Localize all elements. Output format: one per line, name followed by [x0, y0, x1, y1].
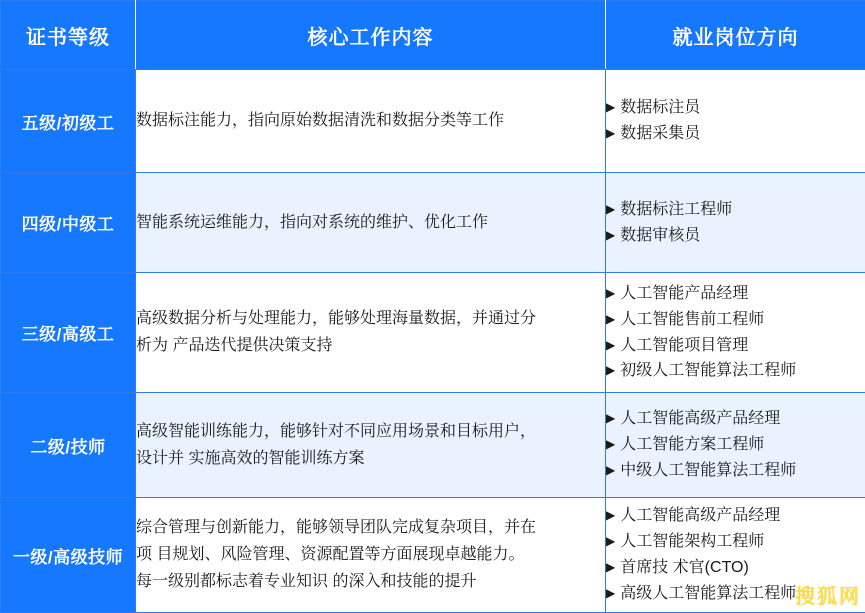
content-line: 数据标注能力，指向原始数据清洗和数据分类等工作 — [136, 108, 605, 134]
triangle-bullet-icon: ▶ — [606, 339, 615, 351]
cell-jobs — [606, 70, 865, 173]
table-header-row — [1, 1, 865, 70]
triangle-bullet-icon: ▶ — [606, 535, 615, 547]
job-label: 人工智能高级产品经理 — [620, 507, 780, 524]
content-line: 设计并 实施高效的智能训练方案 — [136, 446, 605, 472]
triangle-bullet-icon: ▶ — [606, 412, 615, 424]
triangle-bullet-icon: ▶ — [606, 101, 615, 113]
column-header-content: 核心工作内容 — [136, 1, 606, 70]
job-item — [606, 555, 865, 581]
job-item — [606, 458, 865, 484]
content-line: 每一级别都标志着专业知识 的深入和技能的提升 — [136, 569, 605, 595]
column-header-level: 证书等级 — [1, 1, 136, 70]
table-row — [1, 173, 865, 273]
job-item — [606, 581, 865, 607]
job-label: 人工智能项目管理 — [620, 337, 748, 354]
content-line: 综合管理与创新能力，能够领导团队完成复杂项目，并在 — [136, 515, 605, 541]
cell-jobs — [606, 273, 865, 393]
content-line: 高级数据分析与处理能力，能够处理海量数据，并通过分 — [136, 306, 605, 332]
content-line: 析为 产品迭代提供决策支持 — [136, 333, 605, 359]
cell-content — [136, 498, 606, 613]
column-header-jobs: 就业岗位方向 — [606, 1, 865, 70]
table-row — [1, 393, 865, 498]
cell-level: 四级/中级工 — [1, 173, 136, 273]
triangle-bullet-icon: ▶ — [606, 313, 615, 325]
cell-level: 五级/初级工 — [1, 70, 136, 173]
triangle-bullet-icon: ▶ — [606, 287, 615, 299]
job-item — [606, 406, 865, 432]
job-item — [606, 281, 865, 307]
triangle-bullet-icon: ▶ — [606, 364, 615, 376]
job-label: 首席技 术官(CTO) — [620, 559, 749, 576]
job-item — [606, 197, 865, 223]
triangle-bullet-icon: ▶ — [606, 464, 615, 476]
table-row — [1, 273, 865, 393]
triangle-bullet-icon: ▶ — [606, 561, 615, 573]
job-label: 数据标注工程师 — [620, 201, 732, 218]
job-item — [606, 529, 865, 555]
triangle-bullet-icon: ▶ — [606, 127, 615, 139]
job-label: 人工智能方案工程师 — [620, 436, 764, 453]
job-item — [606, 358, 865, 384]
triangle-bullet-icon: ▶ — [606, 203, 615, 215]
triangle-bullet-icon: ▶ — [606, 587, 615, 599]
cell-content — [136, 70, 606, 173]
job-item — [606, 503, 865, 529]
job-label: 数据标注员 — [620, 99, 700, 116]
job-item — [606, 333, 865, 359]
cell-jobs — [606, 498, 865, 613]
content-line: 智能系统运维能力，指向对系统的维护、优化工作 — [136, 210, 605, 236]
triangle-bullet-icon: ▶ — [606, 509, 615, 521]
job-label: 初级人工智能算法工程师 — [620, 362, 796, 379]
job-label: 人工智能高级产品经理 — [620, 410, 780, 427]
cell-level: 三级/高级工 — [1, 273, 136, 393]
job-label: 数据审核员 — [620, 227, 700, 244]
job-item — [606, 307, 865, 333]
watermark: 搜狐网 — [795, 580, 861, 609]
job-item — [606, 223, 865, 249]
job-label: 中级人工智能算法工程师 — [620, 462, 796, 479]
cell-jobs — [606, 173, 865, 273]
triangle-bullet-icon: ▶ — [606, 438, 615, 450]
content-line: 高级智能训练能力，能够针对不同应用场景和目标用户， — [136, 419, 605, 445]
triangle-bullet-icon: ▶ — [606, 229, 615, 241]
job-label: 人工智能架构工程师 — [620, 533, 764, 550]
cell-level: 二级/技师 — [1, 393, 136, 498]
cell-content — [136, 273, 606, 393]
table-header — [1, 1, 865, 70]
job-item — [606, 95, 865, 121]
job-item — [606, 121, 865, 147]
cell-jobs — [606, 393, 865, 498]
content-line: 项 目规划、风险管理、资源配置等方面展现卓越能力。 — [136, 542, 605, 568]
job-label: 高级人工智能算法工程师 — [620, 585, 796, 602]
cell-content — [136, 393, 606, 498]
cell-content — [136, 173, 606, 273]
job-label: 人工智能产品经理 — [620, 285, 748, 302]
job-item — [606, 432, 865, 458]
table-row — [1, 498, 865, 613]
job-label: 人工智能售前工程师 — [620, 311, 764, 328]
table-body — [1, 70, 865, 613]
table-row — [1, 70, 865, 173]
job-label: 数据采集员 — [620, 125, 700, 142]
cell-level: 一级/高级技师 — [1, 498, 136, 613]
